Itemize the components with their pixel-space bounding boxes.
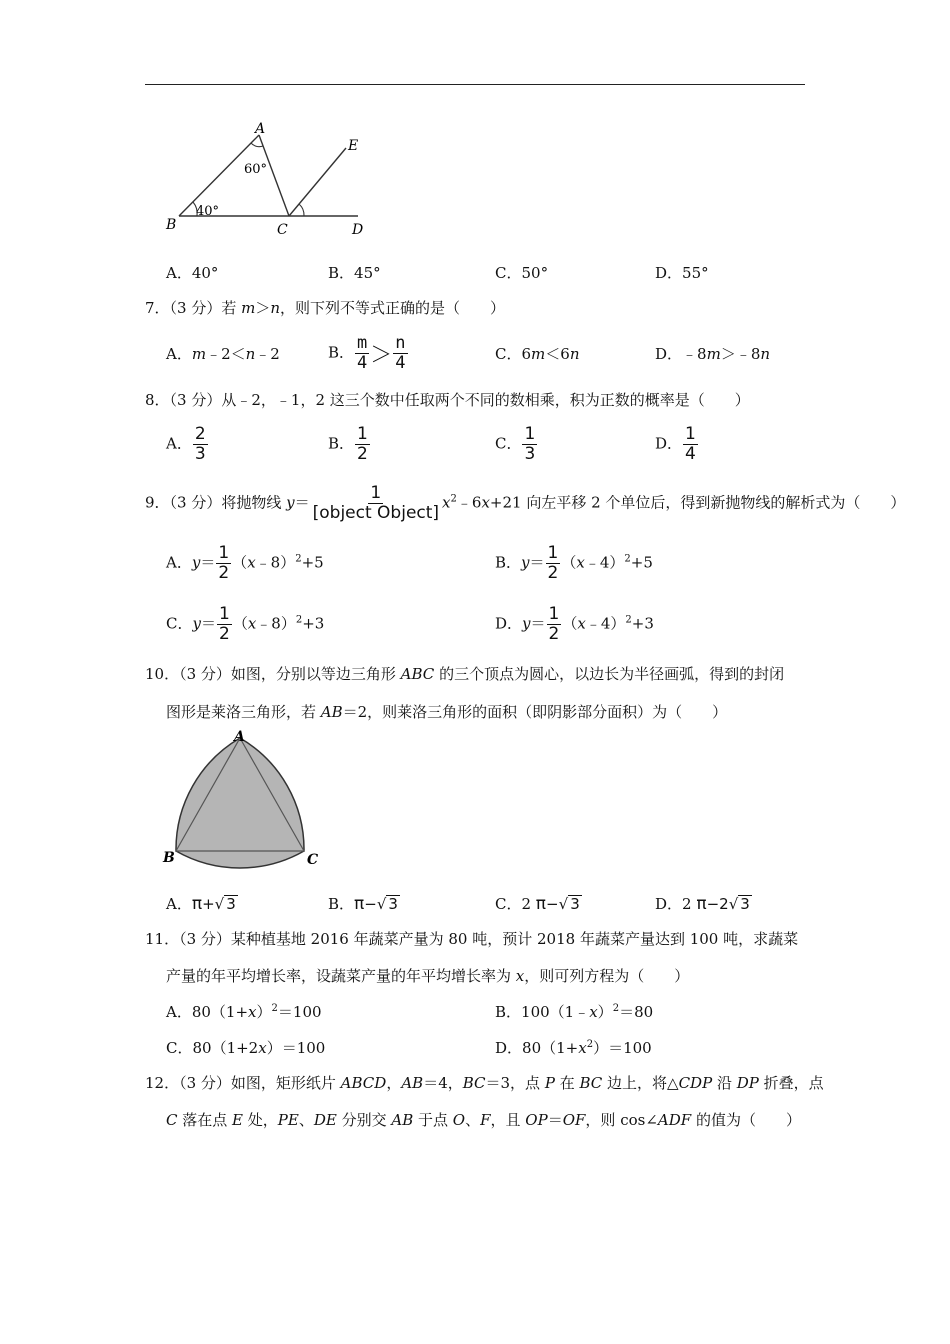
q8-option-b[interactable]: B． $\frac{1}{2}$ [328,424,368,464]
q11-option-a[interactable]: A．$80(1+x)^2=100$ [166,1003,322,1021]
angle-A-label: 60° [244,162,268,177]
q7-stem: 7．（3 分）若 m＞n，则下列不等式正确的是（ ） [145,299,506,317]
label-E: E [348,138,359,154]
q10-stem-line1: 10．（3 分）如图，分别以等边三角形 ABC 的三个顶点为圆心，以边长为半径画弧，得到的封闭 [145,665,785,683]
label-B: B [166,217,177,233]
q6-option-c[interactable]: C．50° [495,264,549,282]
label-C: C [307,852,319,868]
q12-stem-line2: C 落在点 E 处，PE、DE 分别交 AB 于点 O、F，且 OP＝OF，则 cos∠ADF 的值为（ ） [166,1111,801,1129]
q9-option-d[interactable]: D．y＝ $\frac{1}{2}$ （x﹣4）$^2$+3 [495,604,654,644]
q8-option-c[interactable]: C． $\frac{1}{3}$ [495,424,536,464]
q9-option-b[interactable]: B．y＝ $\frac{1}{2}$ （x﹣4）$^2$+5 [495,543,653,583]
q11-stem-line2: 产量的年平均增长率，设蔬菜产量的年平均增长率为 x，则可列方程为（ ） [166,967,690,985]
header-rule [145,84,805,85]
q6-option-d[interactable]: D．55° [655,264,709,282]
q11-option-c[interactable]: C．80（1+2x）＝100 [166,1039,326,1057]
label-D: D [352,222,364,238]
q10-option-d[interactable]: D．2 π−2√ 3 [655,894,750,914]
label-A: A [255,121,266,137]
q9-option-c[interactable]: C．y＝ $\frac{1}{2}$ （x﹣8）$^2$+3 [166,604,325,644]
triangle-angle-figure [160,118,370,240]
q10-option-b[interactable]: B．π−√ 3 [328,894,398,914]
q10-option-c[interactable]: C．2 π−√ 3 [495,894,580,914]
q6-option-a[interactable]: A．40° [166,264,219,282]
reuleaux-triangle-figure [158,728,328,870]
q10-stem-line2: 图形是莱洛三角形，若 AB＝2，则莱洛三角形的面积（即阴影部分面积）为（ ） [166,703,728,721]
angle-B-label: 40° [196,204,220,219]
q7-option-a[interactable]: A．m﹣2＜n﹣2 [166,345,280,363]
q11-stem-line1: 11．（3 分）某种植基地 2016 年蔬菜产量为 80 吨，预计 2018 年蔬菜产量达到 100 吨，求蔬菜 [145,930,799,948]
q10-option-a[interactable]: A．π+√ 3 [166,894,236,914]
q7-option-d[interactable]: D．﹣8m＞﹣8n [655,345,771,363]
q8-option-a[interactable]: A． $\frac{2}{3}$ [166,424,206,464]
label-B: B [163,850,175,866]
q9-option-a[interactable]: A．y＝ $\frac{1}{2}$ （x﹣8）$^2$+5 [166,543,324,583]
q11-option-b[interactable]: B．100（1﹣x）$^2$＝80 [495,1003,654,1021]
q7-option-c[interactable]: C．6m＜6n [495,345,580,363]
q11-option-d[interactable]: D．$80(1+x^2)=100$ [495,1039,652,1057]
q8-stem: 8．（3 分）从﹣2，﹣1，2 这三个数中任取两个不同的数相乘，积为正数的概率是（ ） [145,391,750,409]
q9-stem: 9．（3 分）将抛物线 y＝ $\frac{1}{\text{[object Object]}}$ $x^2﹣6x+21$ 向左平移 2 个单位后，得到新抛物线的解析式为（ ） [145,483,906,523]
label-A: A [234,729,245,745]
q7-option-b[interactable]: B． $\frac{m}{4}$ ＞ $\frac{n}{4}$ [328,333,406,373]
label-C: C [277,222,288,238]
q6-option-b[interactable]: B．45° [328,264,381,282]
q8-option-d[interactable]: D． $\frac{1}{4}$ [655,424,696,464]
q12-stem-line1: 12．（3 分）如图，矩形纸片 ABCD，AB＝4，BC＝3，点 P 在 BC 边上，将△CDP 沿 DP 折叠，点 [145,1074,824,1092]
